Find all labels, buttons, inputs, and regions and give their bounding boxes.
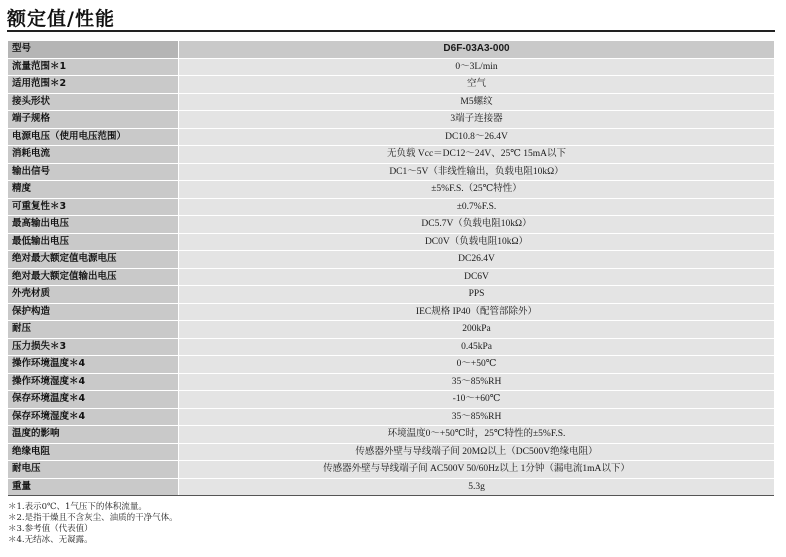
spec-row <box>8 286 774 304</box>
spec-label: 外壳材质 <box>8 286 179 304</box>
spec-label: 温度的影响 <box>8 426 179 444</box>
spec-label: 适用范围＊2 <box>8 76 179 94</box>
spec-row <box>8 408 774 426</box>
spec-value: DC1～5V（非线性输出，负载电阻10kΩ） <box>179 163 775 181</box>
spec-value: 传感器外壁与导线端子间 20MΩ以上（DC500V绝缘电阻） <box>179 443 775 461</box>
spec-row <box>8 338 774 356</box>
spec-value: 0～+50℃ <box>179 356 775 374</box>
spec-label: 耐压 <box>8 321 179 339</box>
spec-row <box>8 58 774 76</box>
spec-row <box>8 181 774 199</box>
spec-value: 35～85%RH <box>179 408 775 426</box>
footnote-item: ＊2.是指干燥且不含灰尘、油质的干净气体。 <box>8 513 178 523</box>
spec-value: 0.45kPa <box>179 338 775 356</box>
spec-label: 压力损失＊3 <box>8 338 179 356</box>
spec-label: 端子规格 <box>8 111 179 129</box>
spec-value: ±5%F.S.（25℃特性） <box>179 181 775 199</box>
spec-value: 0～3L/min <box>179 58 775 76</box>
spec-row <box>8 163 774 181</box>
spec-row <box>8 478 774 496</box>
page-title: 额定值/性能 <box>7 8 115 30</box>
spec-row <box>8 321 774 339</box>
spec-value: D6F-03A3-000 <box>179 41 775 58</box>
spec-value: -10～+60℃ <box>179 391 775 409</box>
spec-row <box>8 198 774 216</box>
spec-label: 流量范围＊1 <box>8 58 179 76</box>
spec-row <box>8 111 774 129</box>
spec-row <box>8 356 774 374</box>
spec-row <box>8 146 774 164</box>
spec-label: 可重复性＊3 <box>8 198 179 216</box>
spec-label: 绝缘电阻 <box>8 443 179 461</box>
spec-value: ±0.7%F.S. <box>179 198 775 216</box>
specifications-table-body <box>8 41 774 496</box>
spec-label: 型号 <box>8 41 179 58</box>
spec-label: 最高输出电压 <box>8 216 179 234</box>
spec-value: DC5.7V（负载电阻10kΩ） <box>179 216 775 234</box>
spec-value: 无负载 Vcc＝DC12～24V、25℃ 15mA以下 <box>179 146 775 164</box>
spec-value: DC0V（负载电阻10kΩ） <box>179 233 775 251</box>
spec-label: 保护构造 <box>8 303 179 321</box>
spec-label: 消耗电流 <box>8 146 179 164</box>
spec-row <box>8 461 774 479</box>
spec-row <box>8 76 774 94</box>
spec-value: DC10.8～26.4V <box>179 128 775 146</box>
spec-value: 空气 <box>179 76 775 94</box>
spec-value: 35～85%RH <box>179 373 775 391</box>
spec-label: 操作环境温度＊4 <box>8 356 179 374</box>
spec-value: IEC规格 IP40（配管部除外） <box>179 303 775 321</box>
spec-value: 5.3g <box>179 478 775 496</box>
title-divider <box>7 30 775 32</box>
spec-row <box>8 373 774 391</box>
footnotes <box>8 502 178 546</box>
spec-label: 耐电压 <box>8 461 179 479</box>
spec-row <box>8 268 774 286</box>
spec-row <box>8 216 774 234</box>
spec-row <box>8 128 774 146</box>
spec-label: 绝对最大额定值输出电压 <box>8 268 179 286</box>
spec-value: 3端子连接器 <box>179 111 775 129</box>
spec-label: 操作环境湿度＊4 <box>8 373 179 391</box>
footnote-item: ＊1.表示0℃、1气压下的体积流量。 <box>8 502 147 512</box>
spec-label: 绝对最大额定值电源电压 <box>8 251 179 269</box>
spec-value: M5螺纹 <box>179 93 775 111</box>
spec-label: 输出信号 <box>8 163 179 181</box>
spec-row <box>8 41 774 58</box>
specifications-table <box>8 41 774 496</box>
spec-label: 最低输出电压 <box>8 233 179 251</box>
spec-label: 接头形状 <box>8 93 179 111</box>
spec-row <box>8 426 774 444</box>
spec-row <box>8 443 774 461</box>
spec-value: DC26.4V <box>179 251 775 269</box>
spec-value: 200kPa <box>179 321 775 339</box>
spec-value: 环境温度0～+50℃时，25℃特性的±5%F.S. <box>179 426 775 444</box>
spec-row <box>8 93 774 111</box>
spec-label: 电源电压（使用电压范围） <box>8 128 179 146</box>
spec-row <box>8 303 774 321</box>
spec-row <box>8 391 774 409</box>
footnote-item: ＊4.无结冰、无凝露。 <box>8 535 93 545</box>
spec-row <box>8 251 774 269</box>
spec-value: DC6V <box>179 268 775 286</box>
footnote-item: ＊3.参考值（代表值） <box>8 524 93 534</box>
spec-value: PPS <box>179 286 775 304</box>
spec-label: 保存环境湿度＊4 <box>8 408 179 426</box>
spec-label: 重量 <box>8 478 179 496</box>
spec-row <box>8 233 774 251</box>
spec-label: 精度 <box>8 181 179 199</box>
spec-value: 传感器外壁与导线端子间 AC500V 50/60Hz以上 1分钟（漏电流1mA以下） <box>179 461 775 479</box>
spec-label: 保存环境温度＊4 <box>8 391 179 409</box>
